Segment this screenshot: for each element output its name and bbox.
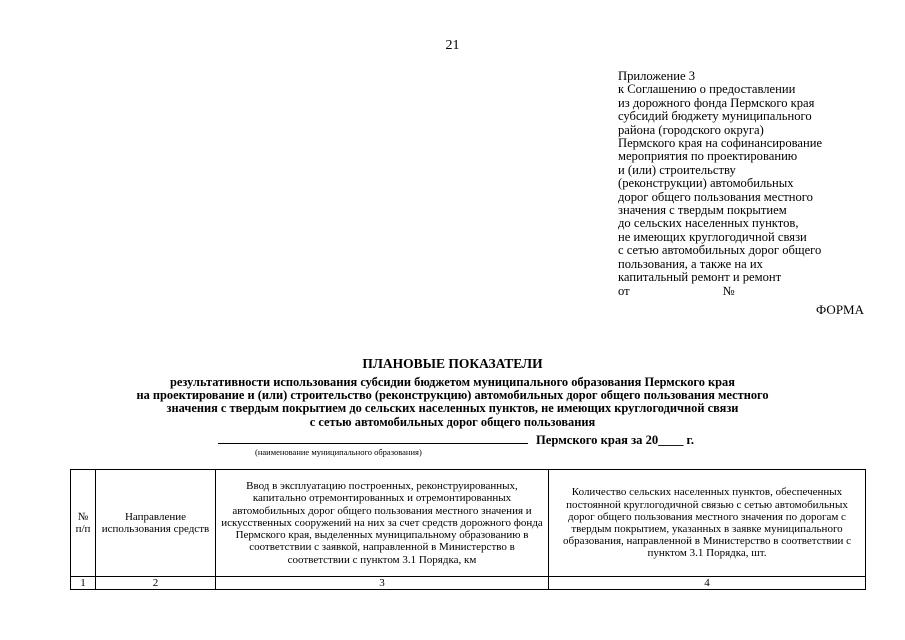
column-number-cell: 4 — [549, 577, 866, 590]
subtitle-line: на проектирование и (или) строительство (реконструкцию) автомобильных дорог общего пользования местного — [136, 388, 769, 403]
municipality-row-suffix: Пермского края за 20____ г. — [536, 433, 695, 447]
appendix-line: к Соглашению о предоставлении — [618, 82, 796, 97]
appendix-line: дорог общего пользования местного — [618, 189, 813, 204]
column-number-cell: 3 — [216, 577, 549, 590]
appendix-line: мероприятия по проектированию — [618, 149, 798, 164]
appendix-line: до сельских населенных пунктов, — [618, 216, 799, 231]
header-cell-commissioning: Ввод в эксплуатацию построенных, реконструированных, капитально отремонтированных и отремонтированных автомобильных дорог общего пользования местного значения и искусственных сооружений на них за счет средств дорожного фонда Пермского края, выделенных муниципальному образованию в соответствии с заявкой, направленной в Министерство в соответствии с пунктом 3.1 Порядка, км — [216, 470, 549, 577]
column-number-row — [71, 577, 866, 590]
column-number-cell: 2 — [96, 577, 216, 590]
header-cell-number: № п/п — [71, 470, 96, 577]
header-cell-settlements: Количество сельских населенных пунктов, обеспеченных постоянной круглогодичной связью с сетью автомобильных дорог общего пользования местного значения по дорогам с твердым покрытием, указанных в заявке муниципального образования, направленной в Министерство в соответствии с пунктом 3.1 Порядка, шт. — [549, 470, 866, 577]
page-number: 21 — [445, 38, 460, 53]
appendix-line: Приложение 3 — [618, 69, 696, 83]
subtitle-line: результативности использования субсидии бюджетом муниципального образования Пермского края — [170, 375, 735, 389]
document-title: ПЛАНОВЫЕ ПОКАЗАТЕЛИ — [362, 356, 543, 371]
municipality-caption: (наименование муниципального образования) — [255, 447, 422, 457]
from-label: от — [618, 283, 630, 298]
municipality-name-blank — [218, 432, 528, 444]
document-subtitle — [60, 376, 845, 429]
subtitle-line: значения с твердым покрытием до сельских населенных пунктов, не имеющих круглогодичной связи — [166, 401, 739, 416]
date-number-line — [618, 285, 888, 298]
appendix-line: с сетью автомобильных дорог общего — [618, 243, 822, 258]
appendix-line: из дорожного фонда Пермского края — [618, 95, 815, 110]
subtitle-line: с сетью автомобильных дорог общего пользования — [309, 414, 596, 429]
table-header-row — [71, 470, 866, 577]
appendix-line: пользования, а также на их — [618, 256, 763, 271]
appendix-line: капитальный ремонт и ремонт — [618, 270, 782, 285]
indicators-table — [70, 469, 866, 590]
appendix-line: значения с твердым покрытием — [618, 203, 787, 218]
appendix-line: Пермского края на софинансирование — [618, 136, 823, 151]
appendix-line: субсидий бюджету муниципального — [618, 109, 812, 124]
appendix-line: не имеющих круглогодичной связи — [618, 229, 807, 244]
header-cell-direction: Направление использования средств — [96, 470, 216, 577]
number-label: № — [722, 283, 735, 298]
municipality-row — [218, 432, 694, 448]
appendix-block — [618, 70, 888, 298]
form-label: ФОРМА — [816, 302, 864, 317]
appendix-line: района (городского округа) — [618, 122, 764, 137]
column-number-cell: 1 — [71, 577, 96, 590]
appendix-line: и (или) строительству — [618, 162, 736, 177]
appendix-line: (реконструкции) автомобильных — [618, 176, 794, 191]
